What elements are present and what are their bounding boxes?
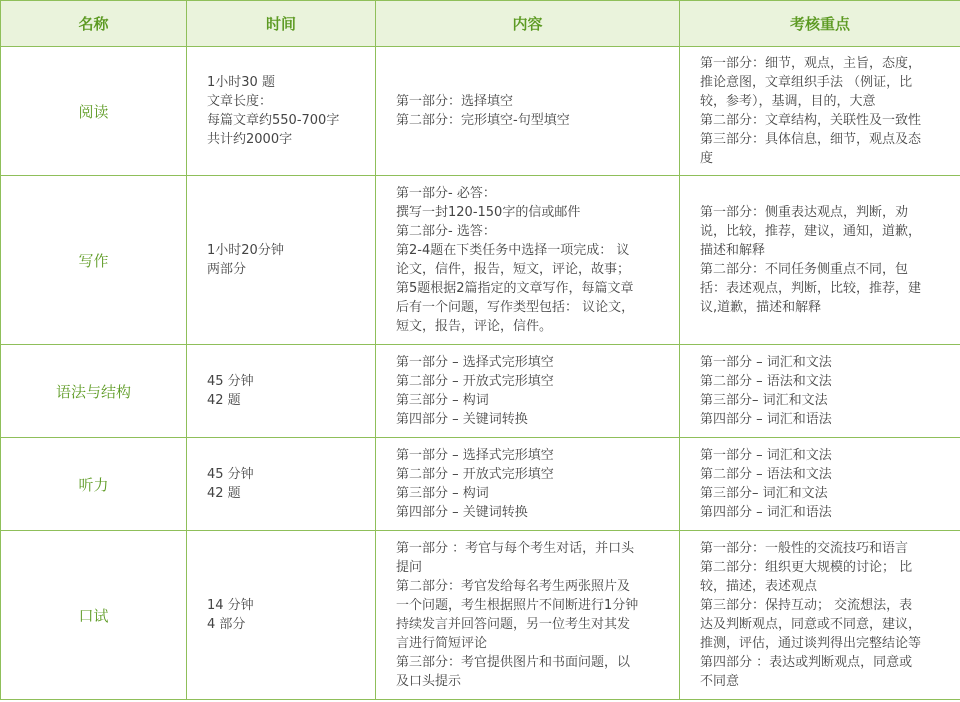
cell-line: 提问 bbox=[396, 560, 423, 575]
row-time bbox=[187, 345, 376, 438]
cell-line: 每篇文章约550-700字 bbox=[207, 113, 340, 128]
row-content bbox=[376, 345, 680, 438]
cell-line: 第一部分 – 词汇和文法 bbox=[700, 355, 832, 370]
row-content bbox=[376, 47, 680, 176]
cell-line: 不同意 bbox=[700, 674, 740, 689]
cell-line: 度 bbox=[700, 151, 714, 166]
cell-line: 14 分钟 bbox=[207, 598, 254, 613]
row-time bbox=[187, 176, 376, 345]
row-focus bbox=[680, 438, 960, 531]
cell-line: 1小时20分钟 bbox=[207, 243, 284, 258]
cell-line: 第四部分 – 关键词转换 bbox=[396, 505, 528, 520]
row-name: 语法与结构 bbox=[1, 345, 187, 438]
row-name: 写作 bbox=[1, 176, 187, 345]
cell-line: 描述和解释 bbox=[700, 243, 766, 258]
row-content bbox=[376, 176, 680, 345]
cell-line: 共计约2000字 bbox=[207, 132, 293, 147]
cell-line: 45 分钟 bbox=[207, 467, 254, 482]
header-name: 名称 bbox=[1, 1, 187, 47]
row-focus bbox=[680, 345, 960, 438]
cell-line: 第三部分：具体信息，细节，观点及态 bbox=[700, 132, 922, 147]
row-name: 口试 bbox=[1, 531, 187, 700]
cell-line: 第二部分 – 语法和文法 bbox=[700, 467, 832, 482]
row-content bbox=[376, 531, 680, 700]
cell-line: 撰写一封120-150字的信或邮件 bbox=[396, 205, 581, 220]
cell-line: 两部分 bbox=[207, 262, 247, 277]
cell-line: 第二部分：完形填空-句型填空 bbox=[396, 113, 570, 128]
cell-line: 第2-4题在下类任务中选择一项完成： 议 bbox=[396, 243, 630, 258]
cell-line: 第一部分 – 选择式完形填空 bbox=[396, 448, 554, 463]
cell-line: 第三部分– 词汇和文法 bbox=[700, 486, 828, 501]
cell-line: 推测，评估，通过谈判得出完整结论等 bbox=[700, 636, 922, 651]
cell-line: 第四部分 – 词汇和语法 bbox=[700, 505, 832, 520]
cell-line: 第四部分 – 词汇和语法 bbox=[700, 412, 832, 427]
cell-line: 较，描述，表述观点 bbox=[700, 579, 818, 594]
header-time: 时间 bbox=[187, 1, 376, 47]
cell-line: 文章长度： bbox=[207, 94, 273, 109]
cell-line: 第一部分：侧重表达观点，判断，劝 bbox=[700, 205, 909, 220]
cell-line: 第四部分 – 关键词转换 bbox=[396, 412, 528, 427]
header-content: 内容 bbox=[376, 1, 680, 47]
cell-line: 言进行简短评论 bbox=[396, 636, 488, 651]
cell-line: 括：表述观点，判断，比较，推荐，建 bbox=[700, 281, 922, 296]
cell-line: 议,道歉，描述和解释 bbox=[700, 300, 822, 315]
cell-line: 第四部分 ：表达或判断观点，同意或 bbox=[700, 655, 913, 670]
cell-line: 第二部分- 选答： bbox=[396, 224, 496, 239]
cell-line: 第二部分 – 开放式完形填空 bbox=[396, 467, 554, 482]
row-focus bbox=[680, 47, 960, 176]
table-row bbox=[1, 176, 960, 345]
cell-line: 42 题 bbox=[207, 393, 241, 408]
cell-line: 第二部分：文章结构，关联性及一致性 bbox=[700, 113, 922, 128]
cell-line: 第三部分 – 构词 bbox=[396, 393, 489, 408]
cell-line: 及口头提示 bbox=[396, 674, 462, 689]
cell-line: 第一部分：细节，观点，主旨，态度， bbox=[700, 56, 922, 71]
row-time bbox=[187, 438, 376, 531]
table-row bbox=[1, 47, 960, 176]
row-focus bbox=[680, 176, 960, 345]
row-content bbox=[376, 438, 680, 531]
header-row bbox=[1, 1, 960, 47]
cell-line: 第一部分 – 词汇和文法 bbox=[700, 448, 832, 463]
cell-line: 42 题 bbox=[207, 486, 241, 501]
cell-line: 4 部分 bbox=[207, 617, 246, 632]
row-time bbox=[187, 531, 376, 700]
cell-line: 第一部分 – 选择式完形填空 bbox=[396, 355, 554, 370]
cell-line: 第三部分：考官提供图片和书面问题，以 bbox=[396, 655, 631, 670]
cell-line: 第二部分：考官发给每名考生两张照片及 bbox=[396, 579, 631, 594]
cell-line: 1小时30 题 bbox=[207, 75, 275, 90]
cell-line: 第二部分 – 开放式完形填空 bbox=[396, 374, 554, 389]
row-name: 听力 bbox=[1, 438, 187, 531]
cell-line: 论文，信件，报告，短文，评论，故事； bbox=[396, 262, 631, 277]
table-row bbox=[1, 345, 960, 438]
cell-line: 第二部分 – 语法和文法 bbox=[700, 374, 832, 389]
cell-line: 第三部分 – 构词 bbox=[396, 486, 489, 501]
cell-line: 推论意图，文章组织手法 （例证，比 bbox=[700, 75, 913, 90]
cell-line: 短文，报告，评论，信件。 bbox=[396, 319, 553, 334]
cell-line: 第一部分：一般性的交流技巧和语言 bbox=[700, 541, 909, 556]
cell-line: 45 分钟 bbox=[207, 374, 254, 389]
cell-line: 一个问题，考生根据照片不间断进行1分钟 bbox=[396, 598, 639, 613]
cell-line: 后有一个问题，写作类型包括： 议论文， bbox=[396, 300, 635, 315]
cell-line: 第三部分– 词汇和文法 bbox=[700, 393, 828, 408]
header-focus: 考核重点 bbox=[680, 1, 960, 47]
cell-line: 第5题根据2篇指定的文章写作，每篇文章 bbox=[396, 281, 634, 296]
table-row bbox=[1, 438, 960, 531]
cell-line: 持续发言并回答问题，另一位考生对其发 bbox=[396, 617, 631, 632]
cell-line: 第一部分 ：考官与每个考生对话，并口头 bbox=[396, 541, 635, 556]
cell-line: 第二部分：不同任务侧重点不同，包 bbox=[700, 262, 909, 277]
cell-line: 第三部分：保持互动； 交流想法，表 bbox=[700, 598, 913, 613]
row-time bbox=[187, 47, 376, 176]
cell-line: 第二部分：组织更大规模的讨论； 比 bbox=[700, 560, 913, 575]
row-name: 阅读 bbox=[1, 47, 187, 176]
cell-line: 第一部分- 必答： bbox=[396, 186, 496, 201]
row-focus bbox=[680, 531, 960, 700]
cell-line: 达及判断观点，同意或不同意，建议， bbox=[700, 617, 922, 632]
cell-line: 第一部分：选择填空 bbox=[396, 94, 514, 109]
cell-line: 说，比较，推荐，建议，通知，道歉， bbox=[700, 224, 922, 239]
table-row bbox=[1, 531, 960, 700]
cell-line: 较，参考），基调，目的，大意 bbox=[700, 94, 876, 109]
